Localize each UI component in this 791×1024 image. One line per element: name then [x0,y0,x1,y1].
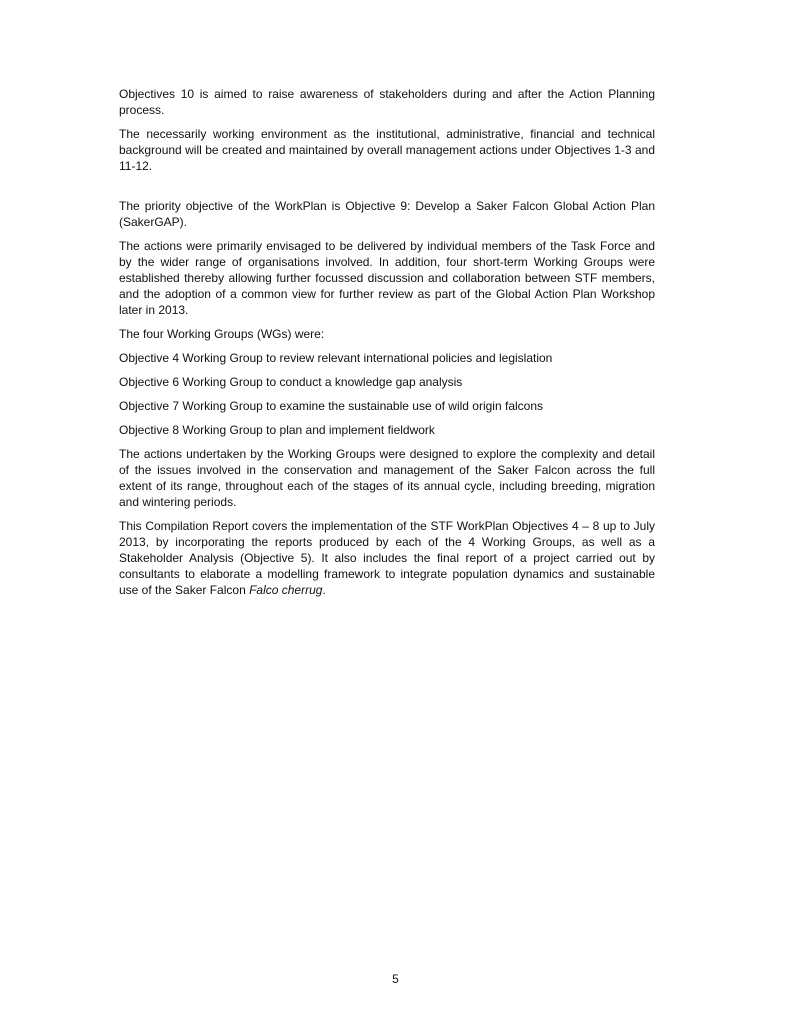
working-group-objective-4: Objective 4 Working Group to review relevant international policies and legislation [119,351,553,365]
paragraph-working-groups-intro: The four Working Groups (WGs) were: [119,327,325,341]
paragraph-actions-and-working-groups: The actions were primarily envisaged to be delivered by individual members of the Task Force and by the wider range of organisations involved. In addition, four short-term Working Groups were established thereby allowing further focussed discussion and collaboration between STF members, and the adoption of a common view for further review as part of the Global Action Plan Workshop later in 2013. [119,239,655,317]
compilation-report-text: This Compilation Report covers the implementation of the STF WorkPlan Objectives 4 – 8 up to July 2013, by incorporating the reports produced by each of the 4 Working Groups, as well as a Stakeholder Analysis (Objective 5). It also includes the final report of a project carried out by consultants to elaborate a modelling framework to integrate population dynamics and sustainable use of the Saker Falcon [119,519,655,597]
page-body [119,86,655,606]
working-group-objective-8: Objective 8 Working Group to plan and implement fieldwork [119,423,435,437]
paragraph-objective-10: Objectives 10 is aimed to raise awareness of stakeholders during and after the Action Planning process. [119,87,655,117]
paragraph-compilation-report [119,518,655,598]
paragraph-working-environment: The necessarily working environment as the institutional, administrative, financial and technical background will be created and maintained by overall management actions under Objectives 1-3 and 11-12. [119,127,655,173]
species-name: Falco cherrug [249,583,323,597]
paragraph-working-group-actions: The actions undertaken by the Working Groups were designed to explore the complexity and detail of the issues involved in the conservation and management of the Saker Falcon across the full extent of its range, throughout each of the stages of its annual cycle, including breeding, migration and wintering periods. [119,447,655,509]
paragraph-priority-objective: The priority objective of the WorkPlan is Objective 9: Develop a Saker Falcon Global Action Plan (SakerGAP). [119,199,655,229]
working-group-objective-6: Objective 6 Working Group to conduct a knowledge gap analysis [119,375,463,389]
working-group-objective-7: Objective 7 Working Group to examine the sustainable use of wild origin falcons [119,399,544,413]
compilation-report-end: . [322,583,326,597]
page-number: 5 [392,972,399,986]
